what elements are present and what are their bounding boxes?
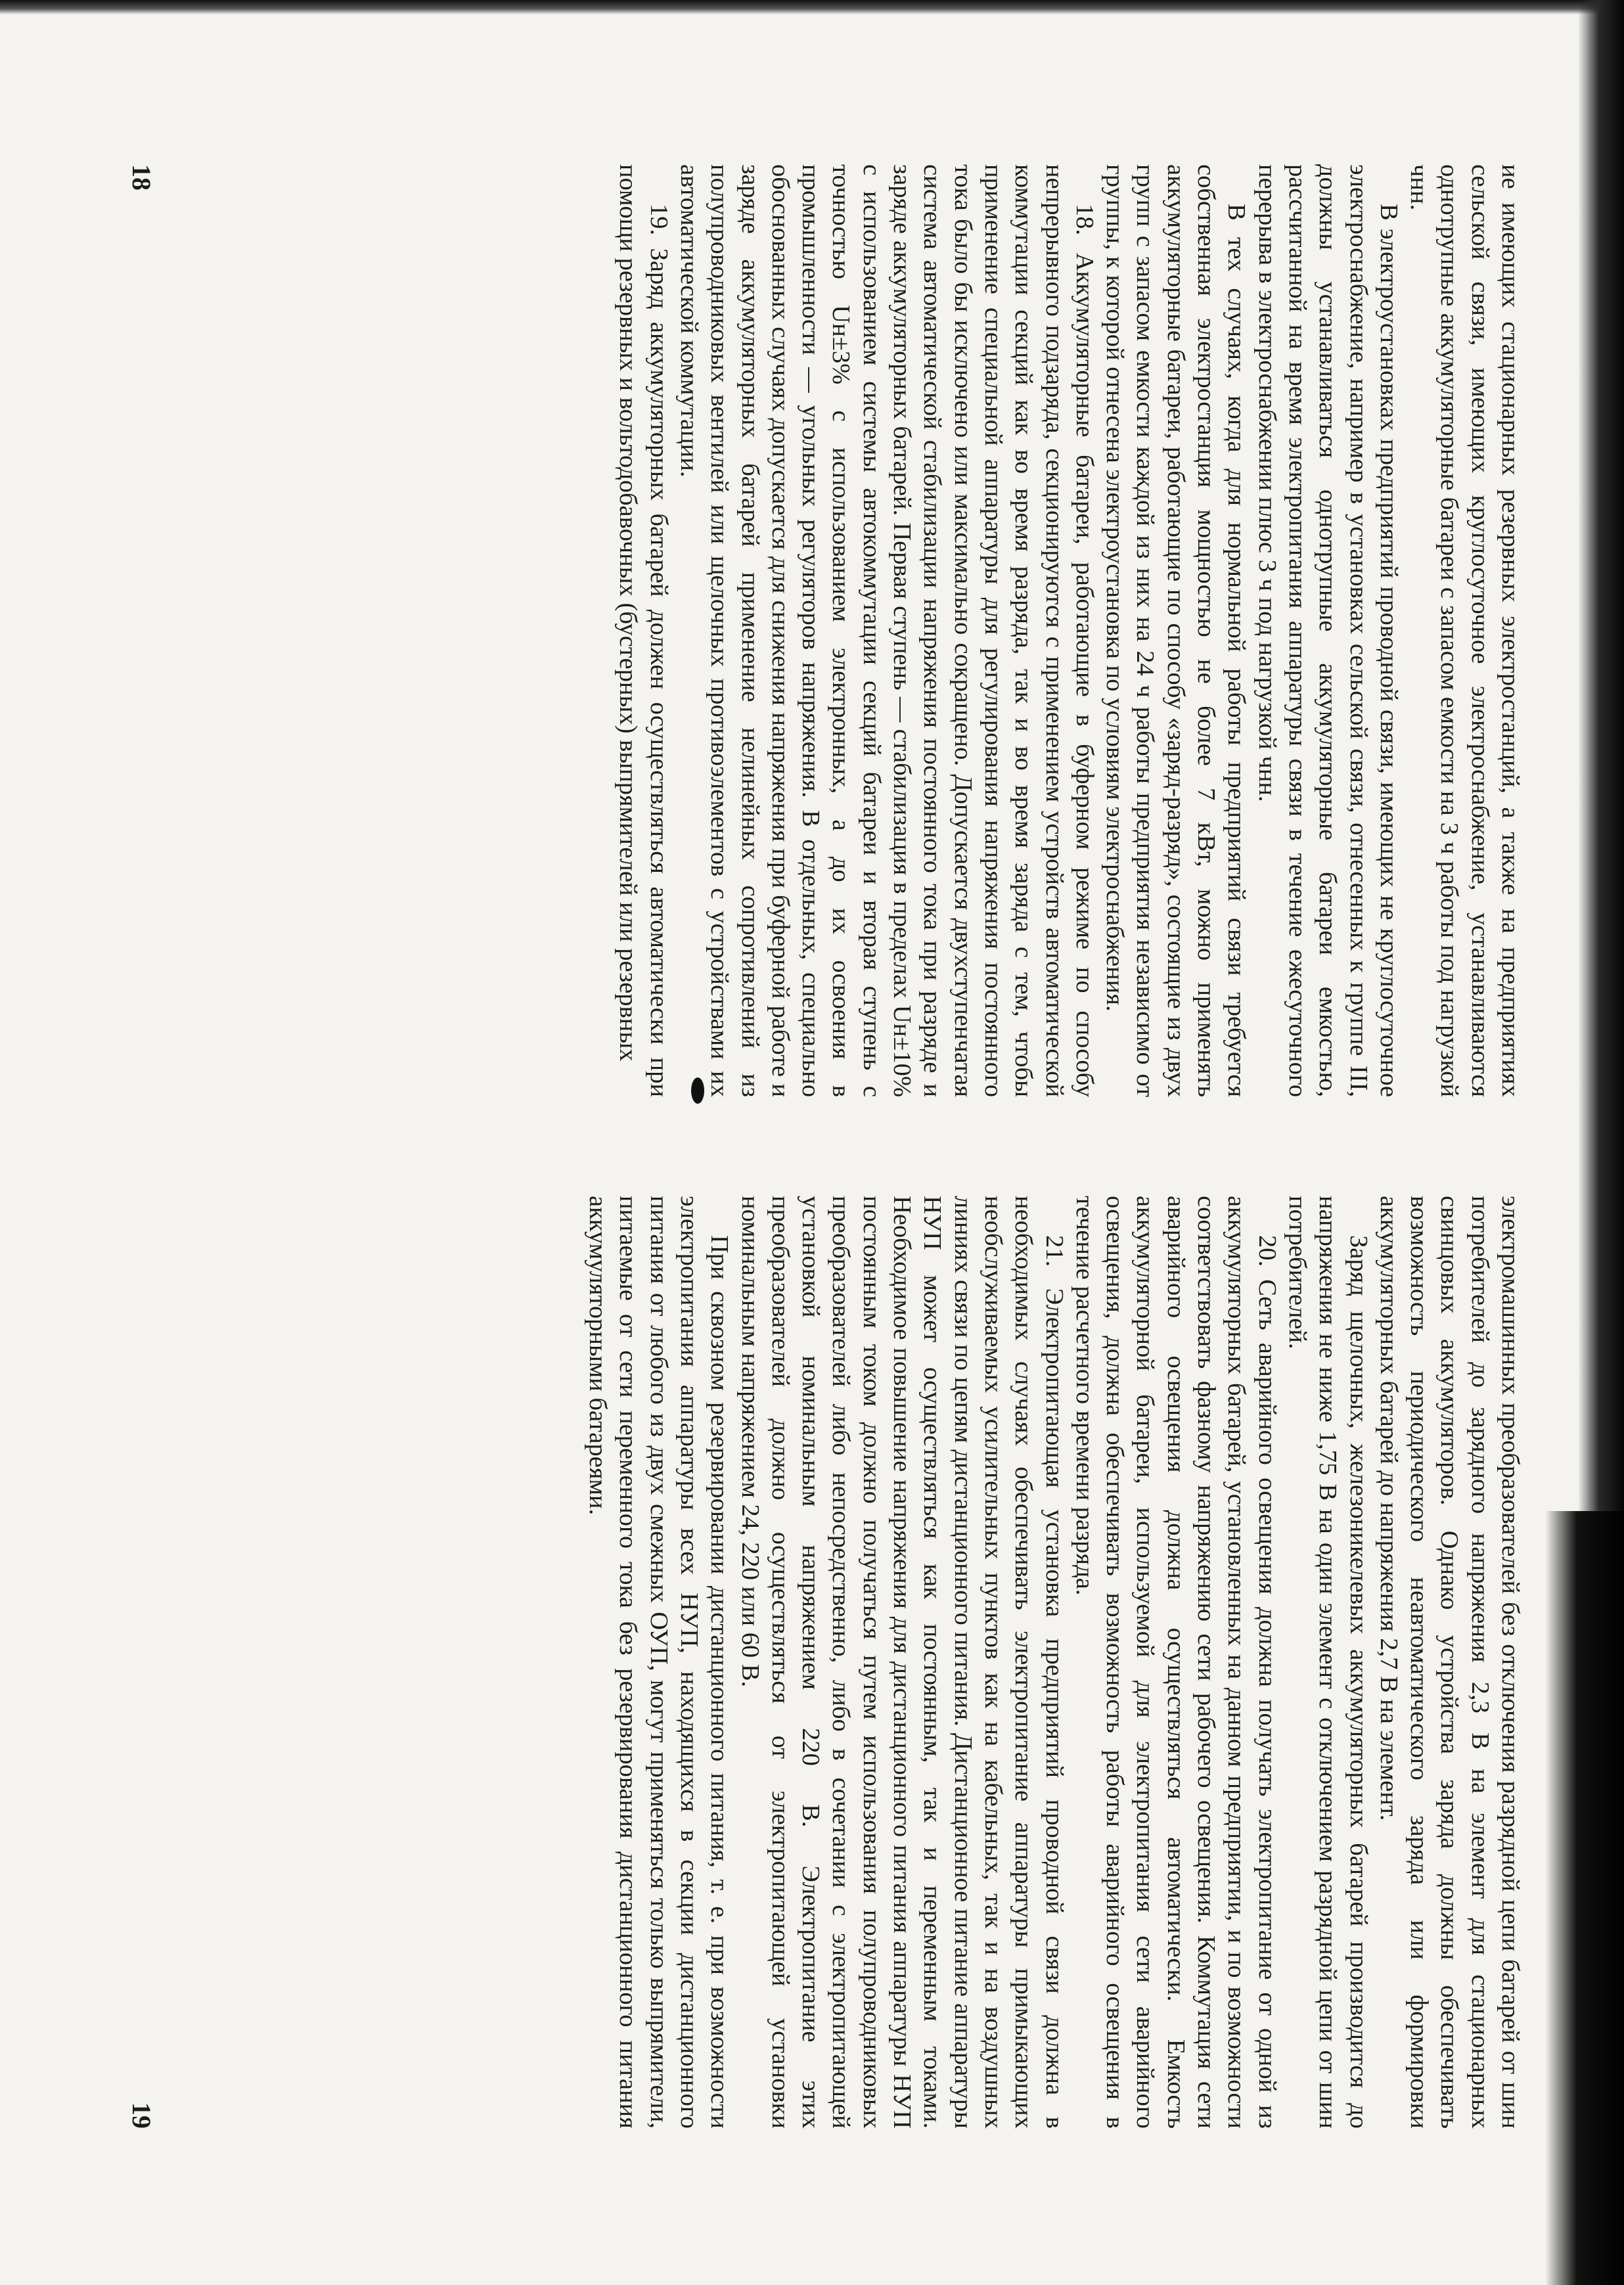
right-paragraph-3: 20. Сеть аварийного освещения должна получать электропитание от одной из аккумуляторных батарей, установленных на данном предприятии, и по возможности соответствовать фазному напряжению сети рабочего освещения. Коммутация сети аварийного освещения должна осуществляться автоматически. Емкость аккумуляторной батареи, используемой для электропитания сети аварийного освещения, должна обеспечивать возможность работы аварийного освещения в течение расчетного времени разряда.	[1070, 1196, 1281, 2129]
left-page	[127, 164, 1525, 1097]
left-page-number: 18	[127, 164, 157, 191]
left-paragraph-5: 19. Заряд аккумуляторных батарей должен осуществляться автоматически при помощи резервных и вольтодобавочных (бустерных) выпрямителей или резервных	[614, 164, 673, 1097]
spine-mark	[691, 1077, 704, 1104]
left-paragraph-2: В электроустановках предприятий проводной связи, имеющих не круглосуточное электроснабжение, например в установках сельской связи, отнесенных к группе III, должны устанавливаться однотрупные аккумуляторные батареи емкостью, рассчитанной на время электропитания аппаратуры связи в течение ежесуточного перерыва в электроснабжении плюс 3 ч под нагрузкой чнн.	[1253, 164, 1403, 1097]
left-paragraph-1: ие имеющих стационарных резервных электростанций, а также на предприятиях сельской связи, имеющих круглосуточное электроснабжение, устанавливаются однотрупные аккумуляторные батареи с запасом емкости на 3 ч работы под нагрузкой чнн.	[1405, 164, 1524, 1097]
left-paragraph-3: В тех случаях, когда для нормальной работы предприятий связи требуется собственная электростанция мощностью не более 7 кВт, можно применять аккумуляторные батареи, работающие по способу «заряд-разряд», состоящие из двух групп с запасом емкости каждой из них на 24 ч работы предприятия независимо от группы, к которой отнесена электроустановка по условиям электроснабжения.	[1101, 164, 1251, 1097]
right-paragraph-2: Заряд щелочных, железоникелевых аккумуляторных батарей производится до напряжения не ниже 1,75 В на один элемент с отключением разрядной цепи от шин потребителей.	[1283, 1196, 1372, 2129]
right-paragraph-4: 21. Электропитающая установка предприятий проводной связи должна в необходимых случаях обеспечивать электропитание аппаратуры примыкающих необслуживаемых усилительных пунктов как на кабельных, так и на воздушных линиях связи по цепям дистанционного питания. Дистанционное питание аппаратуры НУП может осуществляться как постоянным, так и переменным токами. Необходимое повышение напряжения для дистанционного питания аппаратуры НУП постоянным током должно получаться путем использования полупроводниковых преобразователей либо непосредственно, либо в сочетании с электропитающей установкой номинальным напряжением 220 В. Электропитание этих преобразователей должно осуществляться от электропитающей установки номинальным напряжением 24, 220 или 60 В.	[736, 1196, 1068, 2129]
left-paragraph-4: 18. Аккумуляторные батареи, работающие в буферном режиме по способу непрерывного подзаряда, секционируются с применением устройств автоматической коммутации секций как во время разряда, так и во время заряда с тем, чтобы применение специальной аппаратуры для регулирования напряжения постоянного тока было бы исключено или максимально сокращено. Допускается двухступенчатая система автоматической стабилизации напряжения постоянного тока при разряде и заряде аккумуляторных батарей. Первая ступень — стабилизация в пределах Uн±10% с использованием системы автокоммутации секций батареи и вторая ступень с точностью Uн±3% с использованием электронных, а до их освоения в промышленности — угольных регуляторов напряжения. В отдельных, специально обоснованных случаях допускается для снижения напряжения при буферной работе и заряде аккумуляторных батарей применение нелинейных сопротивлений из полупроводниковых вентилей или щелочных противоэлементов с устройствами их автоматической коммутации.	[675, 164, 1098, 1097]
right-page	[127, 1196, 1525, 2129]
right-page-number: 19	[127, 2102, 157, 2129]
right-paragraph-1: электромашинных преобразователей без отключения разрядной цепи батарей от шин потребителей до зарядного напряжения 2,3 В на элемент для стационарных свинцовых аккумуляторов. Однако устройства заряда должны обеспечивать возможность периодического неавтоматического заряда или формировки аккумуляторных батарей до напряжения 2,7 В на элемент.	[1374, 1196, 1524, 2129]
right-paragraph-5: При сквозном резервировании дистанционного питания, т. е. при возможности электропитания аппаратуры всех НУП, находящихся в секции дистанционного питания от любого из двух смежных ОУП, могут применяться только выпрямители, питаемые от сети переменного тока без резервирования дистанционного питания аккумуляторными батареями.	[584, 1196, 734, 2129]
